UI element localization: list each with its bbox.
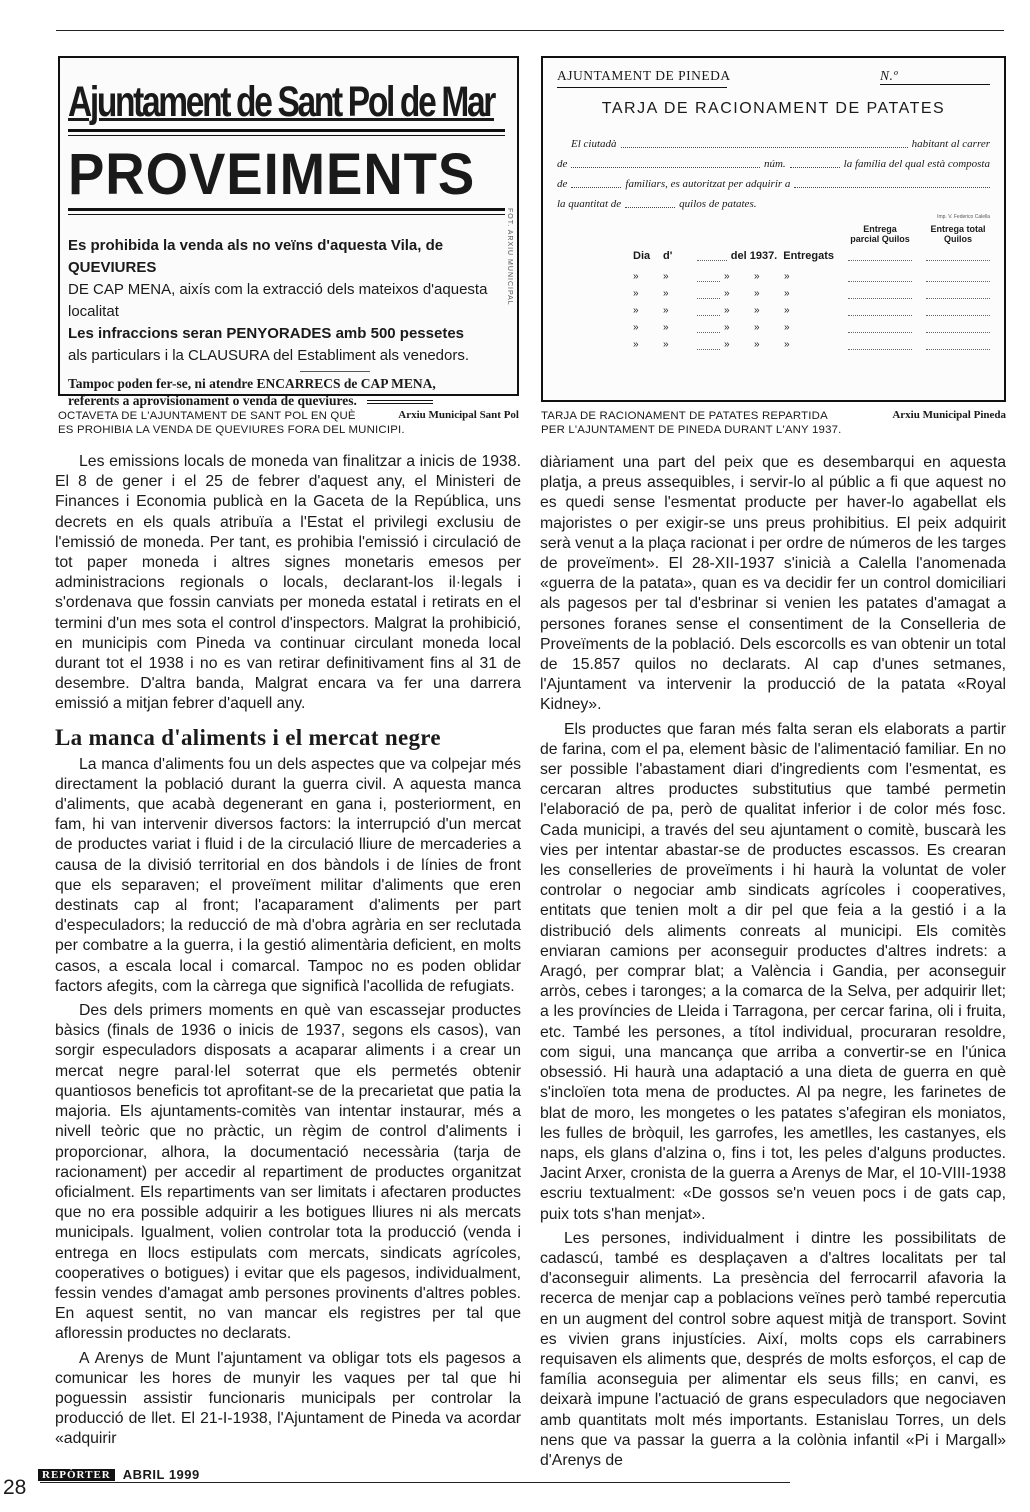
poster-line: Es prohibida la venda als no veïns d'aquesta Vila, de QUEVIURES <box>68 237 444 277</box>
paragraph: La manca d'aliments fou un dels aspectes que va colpejar més directament la població durant la guerra civil. A aquesta manca d'aliments, que acabà degenerant en gana i, posteriorment, en fam, hi van intervenir diversos factors: la interrupció d'un mercat de productes variat i fluid i de la circulació lliure de mercaderies a causa de la divisió territorial en dos bàndols i de línies de front que els separaven; el proveïment militar d'aliments que eren destinats cap al front; l'acaparament d'aliments per part d'especuladors; la reducció de mà d'obra agrària en ser reclutada per combatre a la guerra, i la gestió alimentària deficient, en molts casos, a escala local i comarcal. Tampoc no es poden oblidar factors afegits, com la càrrega que significà l'acollida de refugiats. <box>55 755 521 995</box>
footer-brand <box>38 1467 200 1482</box>
card-form-line: de núm. la família del qual està composta <box>557 154 990 174</box>
right-column <box>540 453 1006 1475</box>
page-number: 28 <box>3 1476 27 1499</box>
col-partial: Entrega parcial Quilos <box>850 224 910 244</box>
card-row: » » » » » <box>557 336 990 353</box>
card-table <box>557 224 990 353</box>
paragraph: diàriament una part del peix que es desembarqui en aquesta platja, a preus assequibles, i servir-lo al públic a fi que aquest no es quedi sense l'esmentat producte per haver-lo agabellat els majoristes o per exigir-se uns preus prohibitius. El peix adquirit serà venut a la plaça racionat i per ordre de números de les targes de proveïment». El 28-XII-1937 s'inicià a Calella l'anomenada «guerra de la patata», quan es va decidir fer un control domiciliari als pagesos per tal d'esbrinar si venien les patates d'amagat a persones foranes sense el consentiment de la Conselleria de Proveïments de la població. Dels escorcolls es van obtenir un total de 15.857 quilos no declarats. Al cap d'unes setmanes, l'Ajuntament va intervenir la producció de la patata «Royal Kidney». <box>540 454 1006 714</box>
card-form-line: El ciutadà habitant al carrer <box>557 134 990 154</box>
poster-rule <box>68 129 505 132</box>
card-printer: Imp. V. Federico Calella <box>937 214 990 220</box>
card-row: » » » » » <box>557 319 990 336</box>
caption-line: TARJA DE RACIONAMENT DE PATATES REPARTIDA <box>541 410 828 422</box>
caption-left <box>58 409 519 437</box>
caption-right <box>541 409 1006 437</box>
poster-rule <box>68 208 505 211</box>
card-form-line: la quantitat de quilos de patates. <box>557 194 990 214</box>
paragraph: Els productes que faran més falta seran els elaborats a partir de farina, com el pa, element bàsic de l'alimentació familiar. En no ser possible l'abastament diari d'ingredients com l'esmentat, es cercaran altres productes substitutius que també permetin l'elaboració de pa, però de qualitat inferior i de color més fosc. Cada municipi, a través del seu ajuntament o comitè, buscarà les vies per intentar abastar-se de productes escassos. Es crearan les conselleries de proveïments i hi haurà la voluntat de voler controlar o negociar amb sindicats agrícoles i cooperatives, entitats que tenien molt a dir pel que feia a la gestió i a la distribució dels aliments conreats al municipi. Els comitès enviaran camions per aconseguir productes d'altres indrets: a Aragó, per comprar blat; a València i Gandia, per aconseguir arròs, cebes i taronges; a la comarca de la Selva, per adquirir llet; a les províncies de Lleida i Tarragona, per cercar farina, oli i fruita, etc. També les persones, a títol individual, procuraran resoldre, com sigui, una mancança que arriba a convertir-se en l'única obsessió. Hi haurà una adaptació a una dieta de guerra en què s'incloïen tota mena de productes. Al pa negre, les farinetes de blat de moro, les mongetes o les patates s'afegiran els moniatos, les fulles de bròquil, les garrofes, les ametlles, les castanyes, els naps, els glans d'alzina o, fins i tot, les peles d'alguns productes. Jacint Arxer, cronista de la guerra a Arenys de Mar, el 10-VIII-1938 escriu textualment: «De gossos se'n veuen pocs i de gats cap, puix tots s'han menjat». <box>540 720 1006 1223</box>
poster-heading: PROVEIMENTS <box>68 142 476 208</box>
issue-date: ABRIL 1999 <box>122 1467 200 1482</box>
magazine-logo: REPÒRTER <box>38 1469 115 1481</box>
card-title: TARJA DE RACIONAMENT DE PATATES <box>601 100 946 117</box>
caption-line: PER L'AJUNTAMENT DE PINEDA DURANT L'ANY 1937. <box>541 424 842 436</box>
poster-line: DE CAP MENA, aixís com la extracció dels mateixos d'aquesta localitat <box>68 281 488 321</box>
paragraph: Des dels primers moments en què van escassejar productes bàsics (finals de 1936 o inicis de 1937, segons els casos), van sorgir especuladors disposats a acaparar aliments i a crear un mercat negre paral·lel soterrat que els permetés obtenir quantiosos beneficis tot aprofitant-se de la precarietat que patia la majoria. Els ajuntaments-comitès van intentar instaurar, més a nivell teòric que no pràctic, un règim de control d'aliments i proporcionar, alhora, la documentació necessària (tarja de racionament) per accedir al repartiment de productes organitzat oficialment. Els repartiments van ser limitats i afectaren productes que no era possible adquirir a les botigues lliures ni als mercats municipals. Igualment, volien controlar tota la producció (venda i entrega en llocs estipulats com mercats, sindicats agrícoles, cooperatives o botigues) i evitar que els pagesos, individualment, fessin vendes d'amagat amb persones provinents d'altres pobles. En aquest sentit, no van mancar els registres per tal que afloressin productes no declarats. <box>55 1002 521 1343</box>
card-form-line: de familiars, es autoritzat per adquirir a <box>557 174 990 194</box>
paragraph: A Arenys de Munt l'ajuntament va obligar tots els pagesos a comunicar les hores de munyir les vaques per tal que hi poguessin assistir funcionaris municipals per controlar la producció de llet. El 21-I-1938, l'Ajuntament de Pineda va acordar «adquirir <box>55 1349 521 1448</box>
double-rule <box>367 400 433 404</box>
poster-title: Ajuntament de Sant Pol de Mar <box>68 78 494 126</box>
ration-card-figure <box>541 56 1006 402</box>
caption-line: OCTAVETA DE L'AJUNTAMENT DE SANT POL EN QUÈ <box>58 410 356 422</box>
paragraph: Les emissions locals de moneda van finalitzar a inicis de 1938. El 8 de gener i el 25 de febrer d'aquest any, el Ministeri de Finances i Economia publicà en la Gaceta de la República, uns decrets en els quals atribuïa a l'Estat el privilegi exclusiu de l'emissió de moneda. Per tant, es prohibia l'emissió i circulació de tot paper moneda i altres signes monetaris emesos per administracions regionals o locals, declarant-los il·legals i s'ordenava que fossin canviats per moneda estatal i retirats en el termini d'un mes sota el control d'inspectors. Malgrat la prohibició, en municipis com Pineda va continuar circulant moneda local durant tot el 1938 i no es van retirar definitivament fins al 31 de desembre. D'altra banda, Malgrat encara va fer una darrera emissió a mitjan febrer d'aquell any. <box>55 453 521 713</box>
card-number-label: N.º <box>880 68 990 85</box>
card-header-title: AJUNTAMENT DE PINEDA <box>557 68 731 83</box>
caption-credit: Arxiu Municipal Sant Pol <box>398 409 519 421</box>
poster-foot-line: Tampoc poden fer-se, ni atendre ENCARRECS de CAP MENA, <box>68 376 436 392</box>
top-rule <box>56 30 1004 31</box>
card-form <box>557 134 990 214</box>
card-header <box>557 68 990 85</box>
poster-rule-thin <box>68 214 505 215</box>
card-header-rule <box>557 87 727 88</box>
poster-side-credit: FOT. ARXIU MUNICIPAL <box>506 208 513 306</box>
footer-rule <box>40 1482 790 1483</box>
poster-rule-thin <box>68 135 505 136</box>
poster-line: Les infraccions seran PENYORADES amb 500 pessetes <box>68 325 465 343</box>
card-row: Dia d' del 1937. Entregats <box>557 244 990 268</box>
poster-foot-line: referents a aprovisionament o venda de queviures. <box>68 392 505 409</box>
poster-foot <box>68 375 505 409</box>
caption-line: ES PROHIBIA LA VENDA DE QUEVIURES FORA DEL MUNICIPI. <box>58 424 405 436</box>
poster-printer-mark <box>300 371 370 372</box>
card-row: » » » » » <box>557 268 990 285</box>
poster-body <box>68 235 505 367</box>
poster-line: als particulars i la CLAUSURA del Establiment als venedors. <box>68 347 470 365</box>
col-total: Entrega total Quilos <box>930 224 986 244</box>
poster-figure <box>58 56 519 409</box>
paragraph: Les persones, individualment i dintre les possibilitats de cadascú, també es desplaçaven a d'altres localitats per tal d'aconseguir aliments. La presència del ferrocarril afavoria la recerca de menjar cap a poblacions veïnes però també repercutia en un augment del control sobre aquest mitjà de transport. Sovint es vivien grans injustícies. Així, molts cops els carrabiners requisaven els aliments que, després de molts esforços, el cap de família aconseguia per alimentar els seus fills; en canvi, es deixarà impune l'actuació de grans especuladors que negociaven amb quantitats molt més importants. Estanislau Torres, un dels nens que va passar la guerra a la colònia infantil «Pi i Margall» d'Arenys de <box>540 1229 1006 1469</box>
card-table-header <box>557 224 990 244</box>
caption-credit: Arxiu Municipal Pineda <box>892 409 1006 421</box>
card-row: » » » » » <box>557 302 990 319</box>
card-row: » » » » » <box>557 285 990 302</box>
left-column <box>55 452 521 1454</box>
section-heading: La manca d'aliments i el mercat negre <box>55 724 441 750</box>
